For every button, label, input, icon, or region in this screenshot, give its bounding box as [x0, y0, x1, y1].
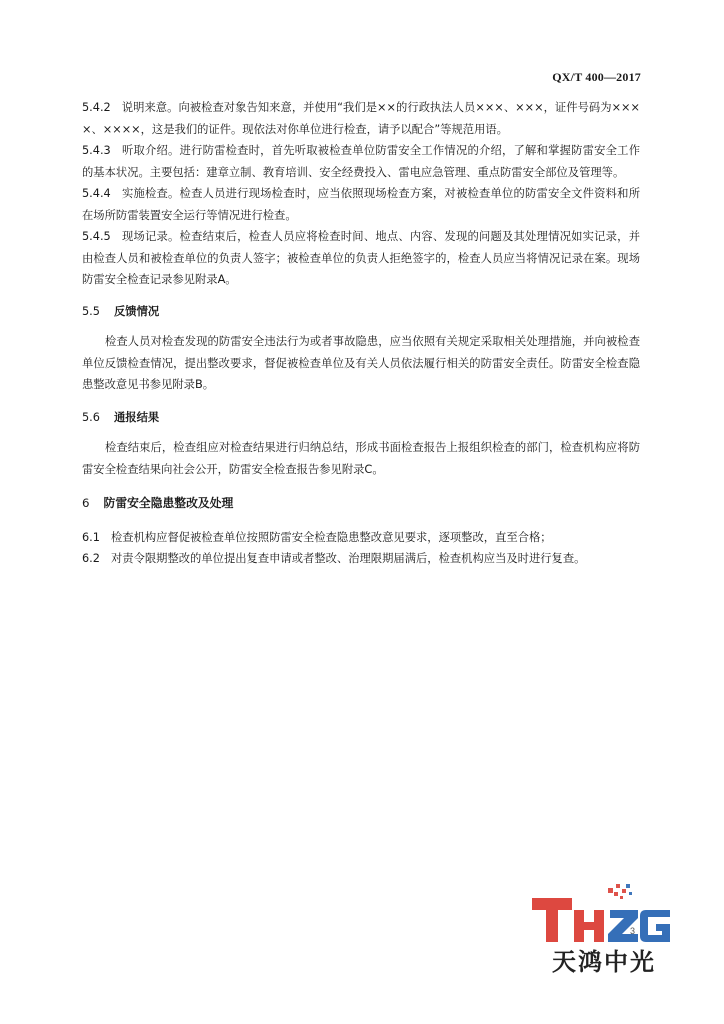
watermark-logo: [530, 882, 680, 977]
section-heading-5-5: [82, 301, 640, 323]
standard-code: QX/T 400—2017: [552, 70, 641, 84]
clause-text: 说明来意。向被检查对象告知来意，并使用“我们是××的行政执法人员×××、×××，证件号码为××××、××××，这是我们的证件。现依法对你单位进行检查，请予以配合”等规范用语。: [82, 101, 640, 136]
clause-number: 6.2: [82, 552, 100, 565]
paragraph-5-5: 检查人员对检查发现的防雷安全违法行为或者事故隐患，应当依照有关规定采取相关处理措施，并向被检查单位反馈检查情况，提出整改要求，督促被检查单位及有关人员依法履行相关的防雷安全责任。防雷安全检查隐患整改意见书参见附录B。: [82, 335, 640, 391]
clause-text: 听取介绍。进行防雷检查时，首先听取被检查单位防雷安全工作情况的介绍，了解和掌握防雷安全工作的基本状况。主要包括：建章立制、教育培训、安全经费投入、雷电应急管理、重点防雷安全部位及管理等。: [82, 144, 640, 179]
chapter-title: 防雷安全隐患整改及处理: [103, 496, 234, 510]
section-title: 反馈情况: [113, 304, 160, 318]
section-number: 5.6: [82, 410, 100, 424]
section-title: 通报结果: [113, 410, 160, 424]
watermark-caption: 天鸿中光: [552, 948, 656, 976]
clause-number: 6.1: [82, 530, 100, 544]
section-number: 5.5: [82, 304, 100, 318]
clause-5-4-5: [82, 226, 640, 291]
clause-text: 对责令限期整改的单位提出复查申请或者整改、治理限期届满后，检查机构应当及时进行复查。: [110, 552, 586, 565]
clause-text: 检查机构应督促被检查单位按照防雷安全检查隐患整改意见要求，逐项整改，直至合格；: [110, 530, 552, 544]
clause-number: 5.4.3: [82, 144, 111, 157]
paragraph-5-6: 检查结束后，检查组应对检查结果进行归纳总结，形成书面检查报告上报组织检查的部门，检查机构应将防雷安全检查结果向社会公开，防雷安全检查报告参见附录C。: [82, 441, 640, 476]
chapter-heading-6: [82, 493, 640, 515]
clause-5-4-2: [82, 97, 640, 140]
clause-number: 5.4.4: [82, 187, 111, 200]
clause-5-4-3: [82, 140, 640, 183]
clause-number: 5.4.5: [82, 230, 111, 243]
clause-5-4-4: [82, 183, 640, 226]
clause-number: 5.4.2: [82, 101, 111, 114]
page-number: 3: [630, 926, 636, 936]
section-heading-5-6: [82, 407, 640, 429]
clause-text: 现场记录。检查结束后，检查人员应将检查时间、地点、内容、发现的问题及其处理情况如实记录，并由检查人员和被检查单位的负责人签字；被检查单位的负责人拒绝签字的，检查人员应当将情况记录在案。现场防雷安全检查记录参见附录A。: [82, 230, 640, 286]
document-body: [82, 97, 640, 570]
chapter-number: 6: [82, 496, 90, 510]
clause-6-2: [82, 548, 640, 570]
clause-text: 实施检查。检查人员进行现场检查时，应当依照现场检查方案，对被检查单位的防雷安全文件资料和所在场所防雷装置安全运行等情况进行检查。: [82, 187, 640, 222]
clause-6-1: [82, 527, 640, 549]
